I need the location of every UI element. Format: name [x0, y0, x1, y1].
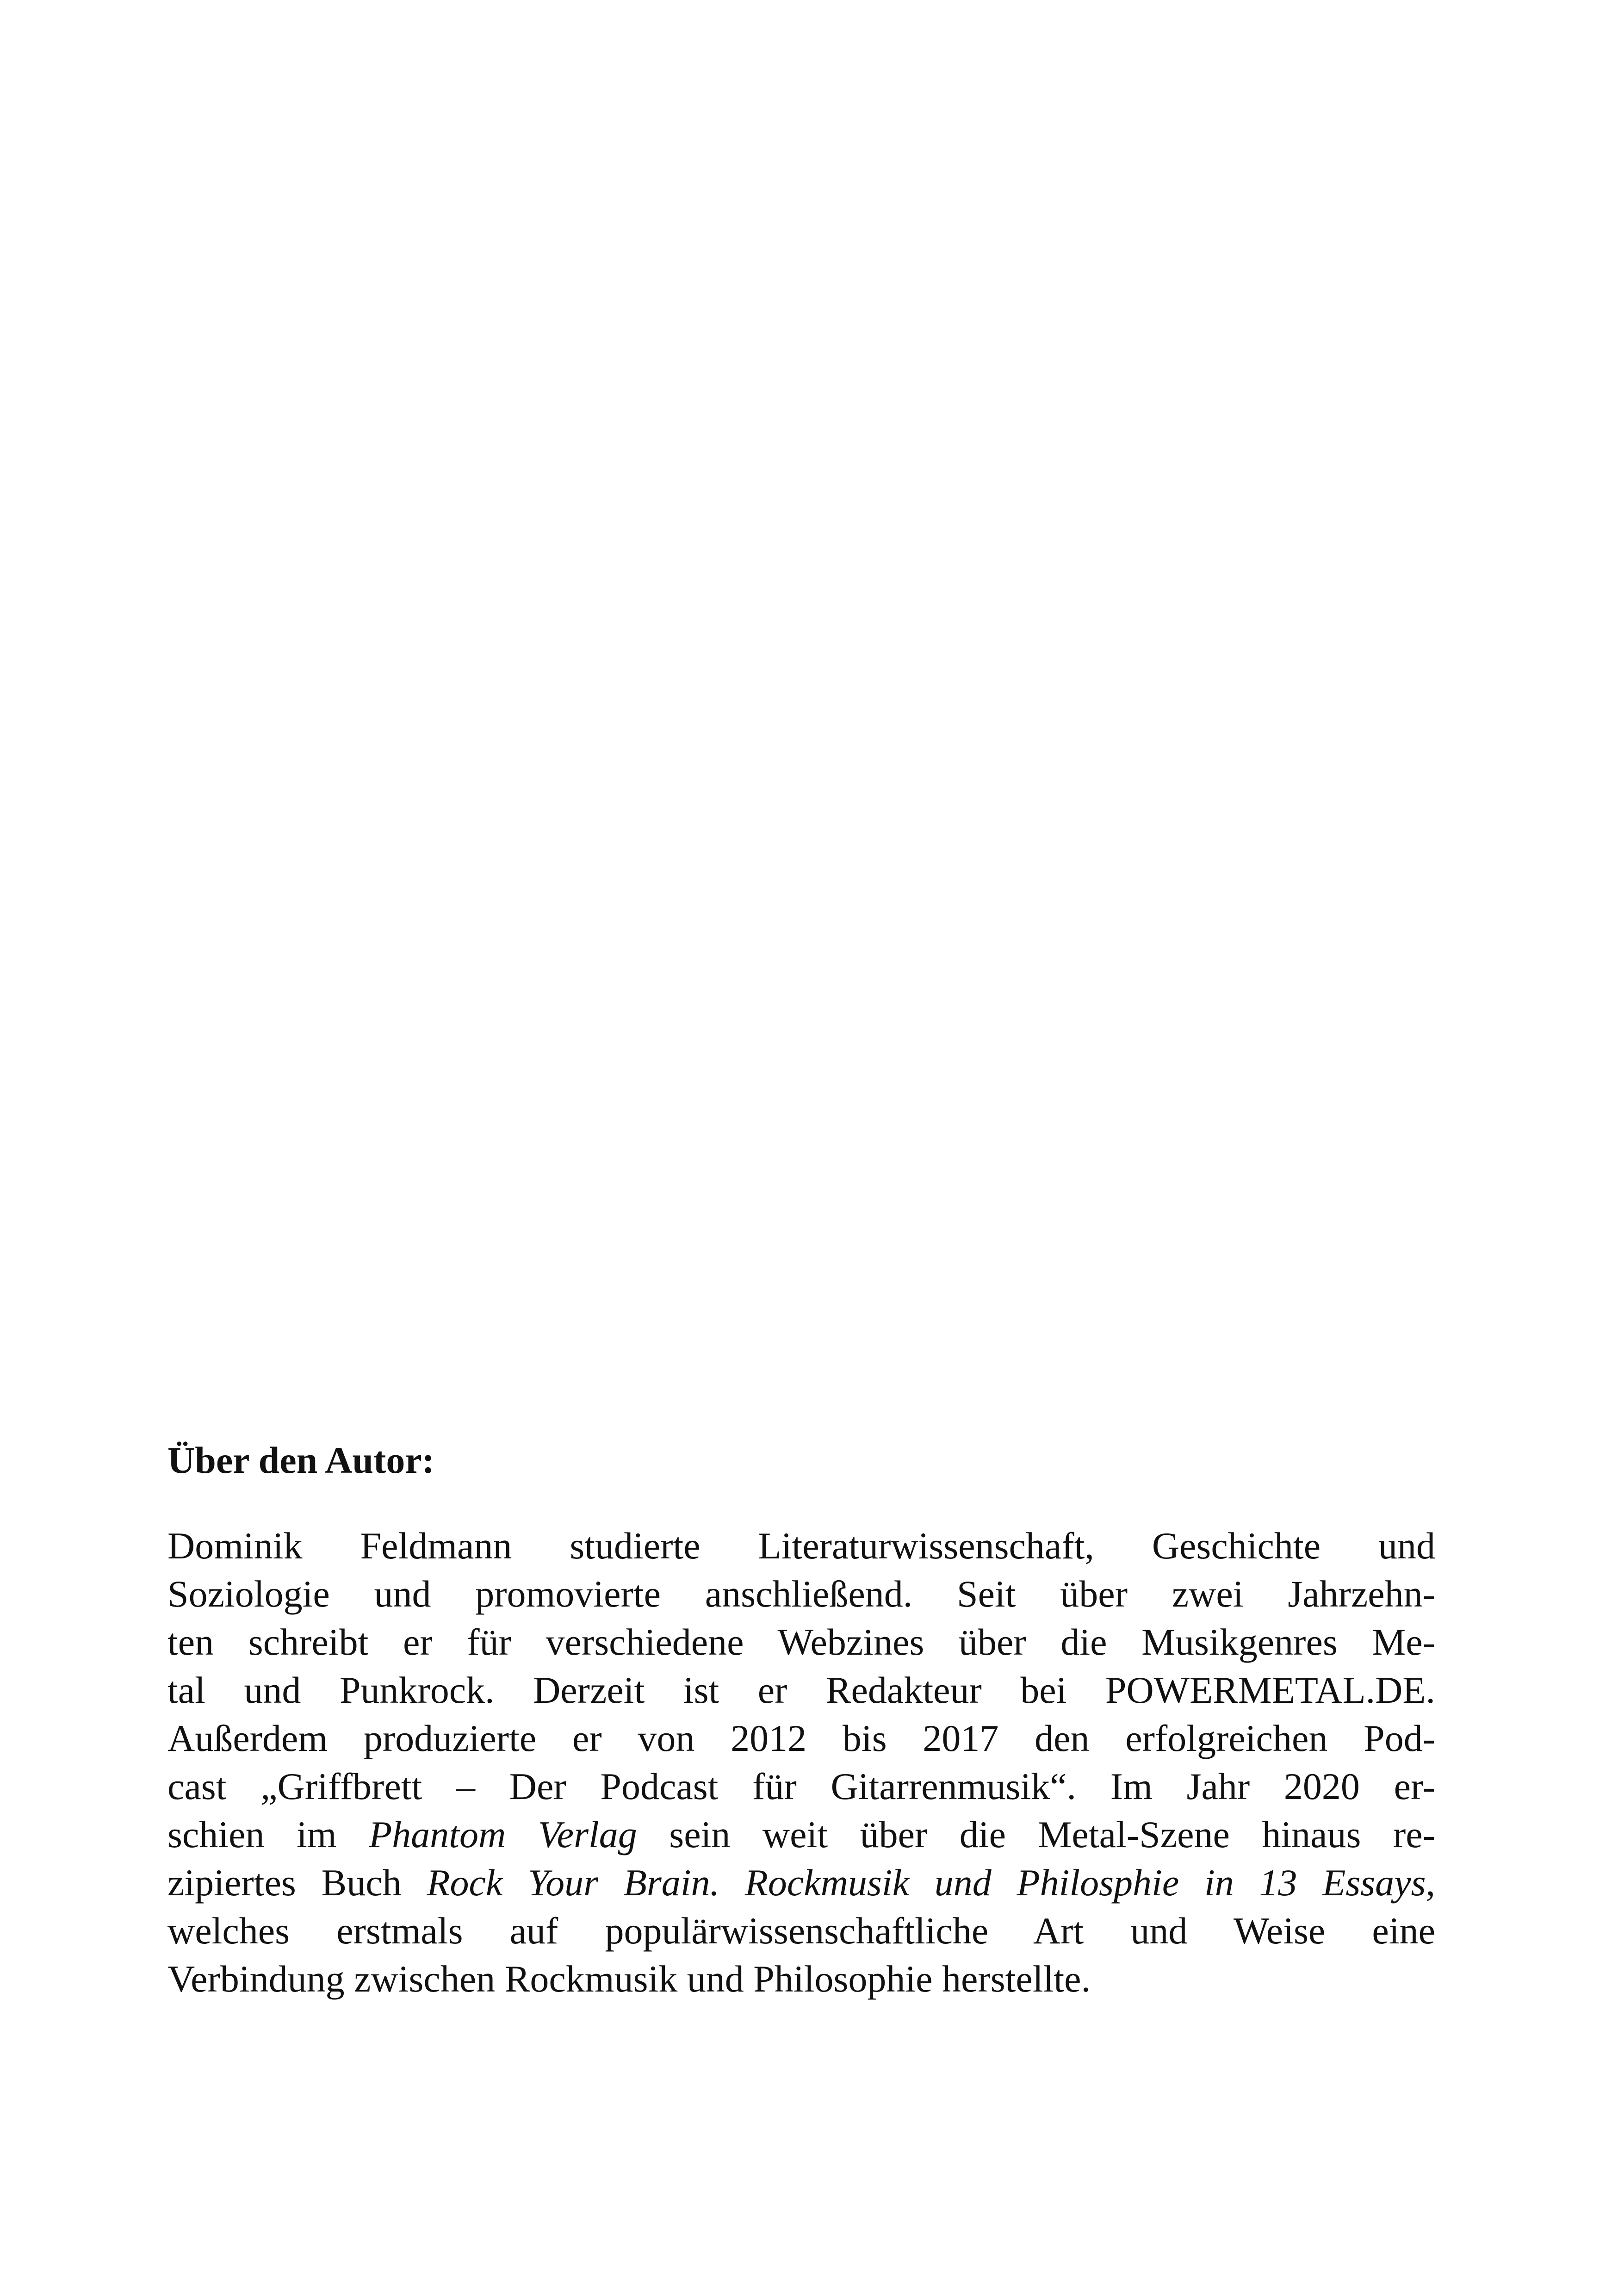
publisher-name: Phantom Verlag [369, 1813, 637, 1855]
author-bio [167, 1441, 1435, 2003]
bio-line: Dominik Feldmann studierte Literaturwissenschaft, Geschichte und [167, 1525, 1435, 1567]
book-title: Rock Your Brain. Rockmusik und Philosphie in 13 Essays [427, 1862, 1426, 1904]
bio-heading: Über den Autor: [167, 1439, 435, 1481]
bio-text [167, 1522, 1435, 2003]
bio-line: Außerdem produzierte er von 2012 bis 2017 den erfolgreichen Pod- [167, 1717, 1435, 1759]
bio-line: zipiertes Buch Rock Your Brain. Rockmusik und Philosphie in 13 Essays, [167, 1862, 1435, 1904]
bio-line: Soziologie und promovierte anschließend. Seit über zwei Jahrzehn- [167, 1573, 1435, 1615]
bio-line: schien im Phantom Verlag sein weit über die Metal-Szene hinaus re- [167, 1813, 1435, 1855]
bio-line: cast „Griffbrett – Der Podcast für Gitarrenmusik“. Im Jahr 2020 er- [167, 1765, 1435, 1807]
bio-line: welches erstmals auf populärwissenschaftliche Art und Weise eine [167, 1910, 1435, 1952]
bio-line: Verbindung zwischen Rockmusik und Philosophie herstellte. [167, 1958, 1091, 2000]
bio-line: ten schreibt er für verschiedene Webzines über die Musikgenres Me- [167, 1621, 1435, 1663]
bio-line: tal und Punkrock. Derzeit ist er Redakteur bei POWERMETAL.DE. [167, 1669, 1435, 1711]
